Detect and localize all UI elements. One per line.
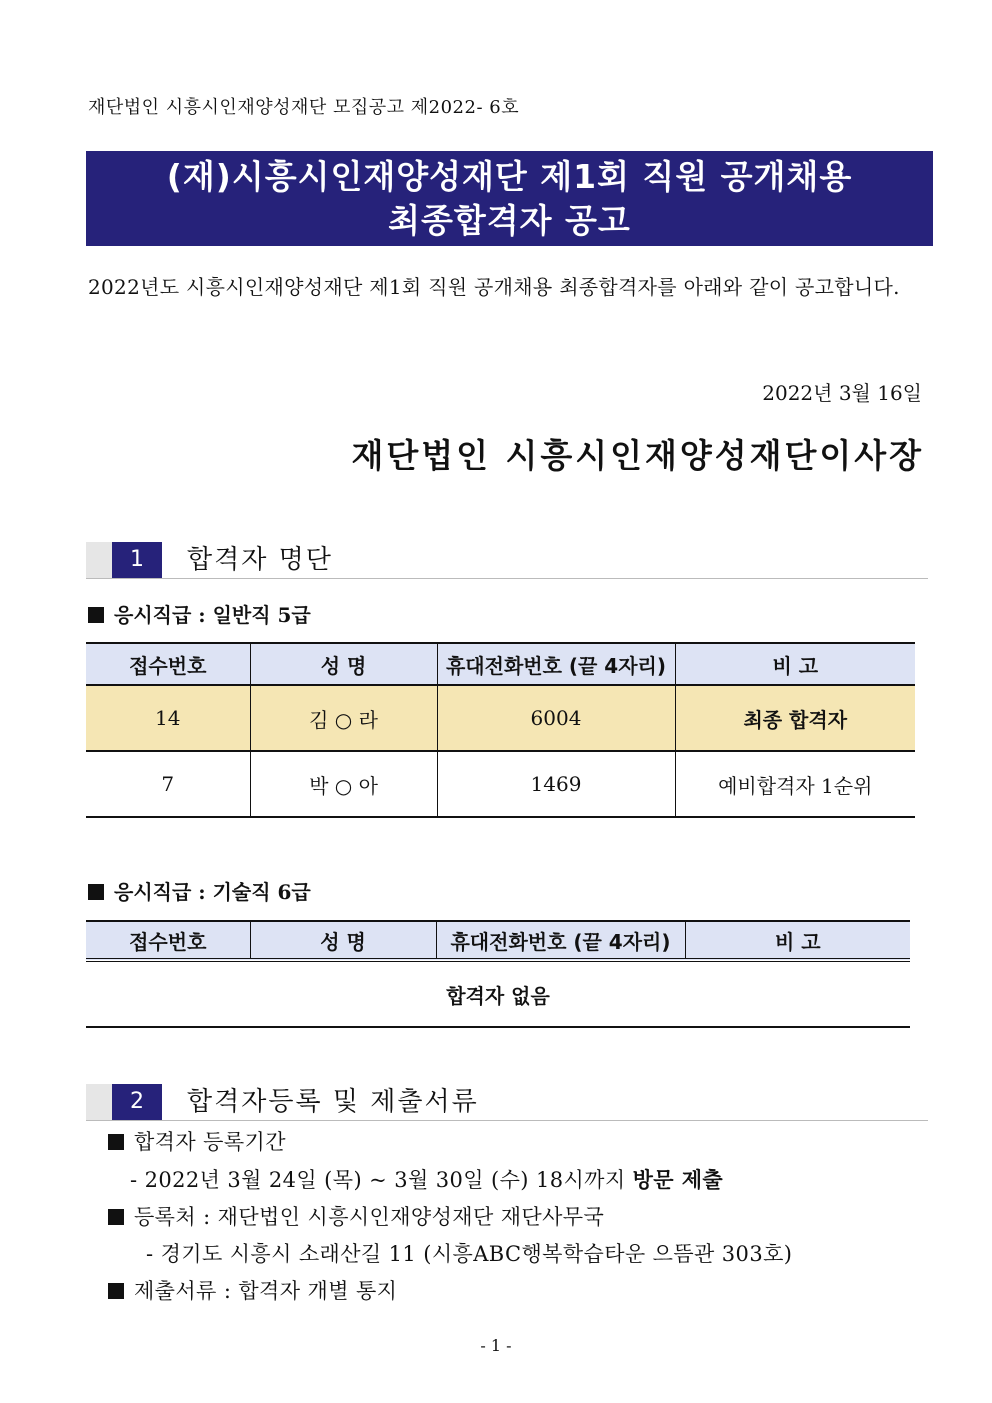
section-title: 합격자등록 및 제출서류 (187, 1087, 479, 1117)
section-marker (86, 542, 112, 578)
table-row (86, 960, 910, 1027)
col-name: 성 명 (250, 921, 436, 960)
list-item (108, 1124, 792, 1161)
grade-technical-6 (88, 876, 311, 905)
item-emphasis: 방문 제출 (632, 1167, 724, 1192)
notice-number: 재단법인 시흥시인재양성재단 모집공고 제2022- 6호 (88, 97, 520, 118)
square-bullet-icon (88, 884, 104, 900)
item-text: - 경기도 시흥시 소래산길 11 (시흥ABC행복학습타운 으뜸관 303호) (146, 1242, 793, 1266)
results-table-general (86, 642, 915, 818)
item-text: 합격자 등록기간 (134, 1130, 286, 1154)
page-number: - 1 - (480, 1336, 512, 1355)
section-2-heading (86, 1084, 928, 1121)
col-note: 비 고 (675, 643, 915, 685)
col-phone: 휴대전화번호 (끝 4자리) (436, 921, 685, 960)
list-item (108, 1199, 792, 1236)
grade-label: 응시직급 : 기술직 6급 (114, 880, 311, 904)
results-table-technical (86, 920, 910, 1028)
table-header-row (86, 921, 910, 960)
list-item (108, 1161, 792, 1199)
col-name: 성 명 (250, 643, 437, 685)
no-passer-text: 합격자 없음 (86, 960, 910, 1027)
item-text: 등록처 : 재단법인 시흥시인재양성재단 재단사무국 (134, 1205, 605, 1229)
grade-label: 응시직급 : 일반직 5급 (114, 603, 311, 627)
col-phone: 휴대전화번호 (끝 4자리) (437, 643, 675, 685)
section-marker (86, 1084, 112, 1120)
cell-phone: 1469 (437, 751, 675, 817)
item-text: - 2022년 3월 24일 (목) ~ 3월 30일 (수) 18시까지 (130, 1168, 633, 1192)
cell-phone: 6004 (437, 685, 675, 751)
section-1-heading (86, 542, 928, 579)
section-number: 1 (112, 542, 162, 578)
title-banner (86, 151, 933, 246)
cell-receipt-no: 7 (86, 751, 250, 817)
list-item (108, 1273, 792, 1310)
section-title: 합격자 명단 (187, 545, 333, 575)
signature: 재단법인 시흥시인재양성재단이사장 (351, 436, 924, 475)
col-note: 비 고 (685, 921, 910, 960)
cell-name: 박 ○ 아 (250, 751, 437, 817)
table-row (86, 685, 915, 751)
cell-name: 김 ○ 라 (250, 685, 437, 751)
square-bullet-icon (88, 607, 104, 623)
title-line-2: 최종합격자 공고 (388, 201, 631, 240)
section-number: 2 (112, 1084, 162, 1120)
cell-receipt-no: 14 (86, 685, 250, 751)
square-bullet-icon (108, 1134, 124, 1150)
square-bullet-icon (108, 1209, 124, 1225)
col-receipt-no: 접수번호 (86, 643, 250, 685)
square-bullet-icon (108, 1283, 124, 1299)
notice-date: 2022년 3월 16일 (762, 381, 922, 405)
intro-text: 2022년도 시흥시인재양성재단 제1회 직원 공개채용 최종합격자를 아래와 같이 공고합니다. (88, 275, 900, 299)
table-header-row (86, 643, 915, 685)
cell-note: 최종 합격자 (675, 685, 915, 751)
item-text: 제출서류 : 합격자 개별 통지 (134, 1279, 398, 1303)
cell-note: 예비합격자 1순위 (675, 751, 915, 817)
list-item (108, 1236, 792, 1273)
title-line-1: (재)시흥시인재양성재단 제1회 직원 공개채용 (166, 157, 853, 196)
grade-general-5 (88, 599, 311, 628)
registration-list (108, 1124, 792, 1310)
table-row (86, 751, 915, 817)
col-receipt-no: 접수번호 (86, 921, 250, 960)
